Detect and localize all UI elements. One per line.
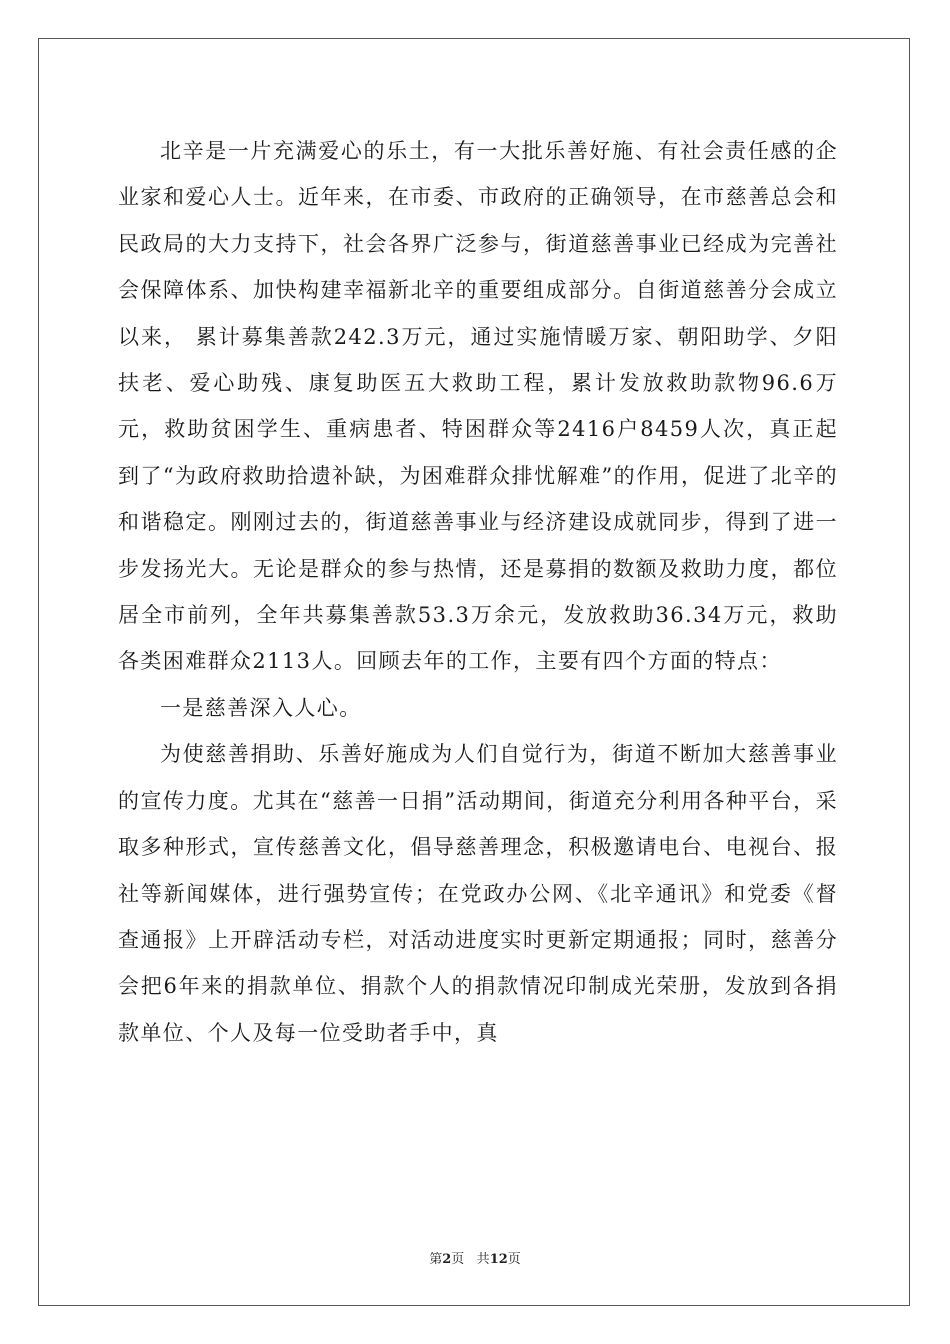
total-pages: 12 (489, 1252, 508, 1267)
paragraph-heading-1: 一是慈善深入人心。 (160, 695, 362, 720)
paragraph-intro: 北辛是一片充满爱心的乐土，有一大批乐善好施、有社会责任感的企业家和爱心人士。近年来，在市委、市政府的正确领导，在市慈善总会和民政局的大力支持下，社会各界广泛参与，街道慈善事业已经成为完善社会保障体系、加快构建幸福新北辛的重要组成部分。自街道慈善分会成立以来， 累计募集善款242.3万元，通过实施情暖万家、朝阳助学、夕阳扶老、爱心助残、康复助医五大救助工程，累计发放救助款物96.6万元，救助贫困学生、重病患者、特困群众等2416户8459人次，真正起到了“为政府救助拾遗补缺，为困难群众排忧解难”的作用，促进了北辛的和谐稳定。刚刚过去的，街道慈善事业与经济建设成就同步，得到了进一步发扬光大。无论是群众的参与热情，还是募捐的数额及救助力度，都位居全市前列，全年共募集善款53.3万余元，发放救助36.34万元，救助各类困难群众2113人。回顾去年的工作，主要有四个方面的特点： (118, 139, 838, 674)
total-suffix: 页 (507, 1252, 521, 1267)
page-prefix: 第 (429, 1252, 443, 1267)
page-number: 2 (442, 1252, 452, 1267)
paragraph-publicity: 为使慈善捐助、乐善好施成为人们自觉行为，街道不断加大慈善事业的宣传力度。尤其在“慈善一日捐”活动期间，街道充分利用各种平台，采取多种形式，宣传慈善文化，倡导慈善理念，积极邀请电台、电视台、报社等新闻媒体，进行强势宣传；在党政办公网、《北辛通讯》和党委《督查通报》上开辟活动专栏，对活动进度实时更新定期通报；同时，慈善分会把6年来的捐款单位、捐款个人的捐款情况印制成光荣册，发放到各捐款单位、个人及每一位受助者手中，真 (118, 742, 838, 1045)
page-footer (0, 1248, 950, 1267)
page-suffix: 页 (451, 1252, 465, 1267)
document-body (118, 128, 838, 1056)
total-prefix: 共 (476, 1252, 490, 1267)
